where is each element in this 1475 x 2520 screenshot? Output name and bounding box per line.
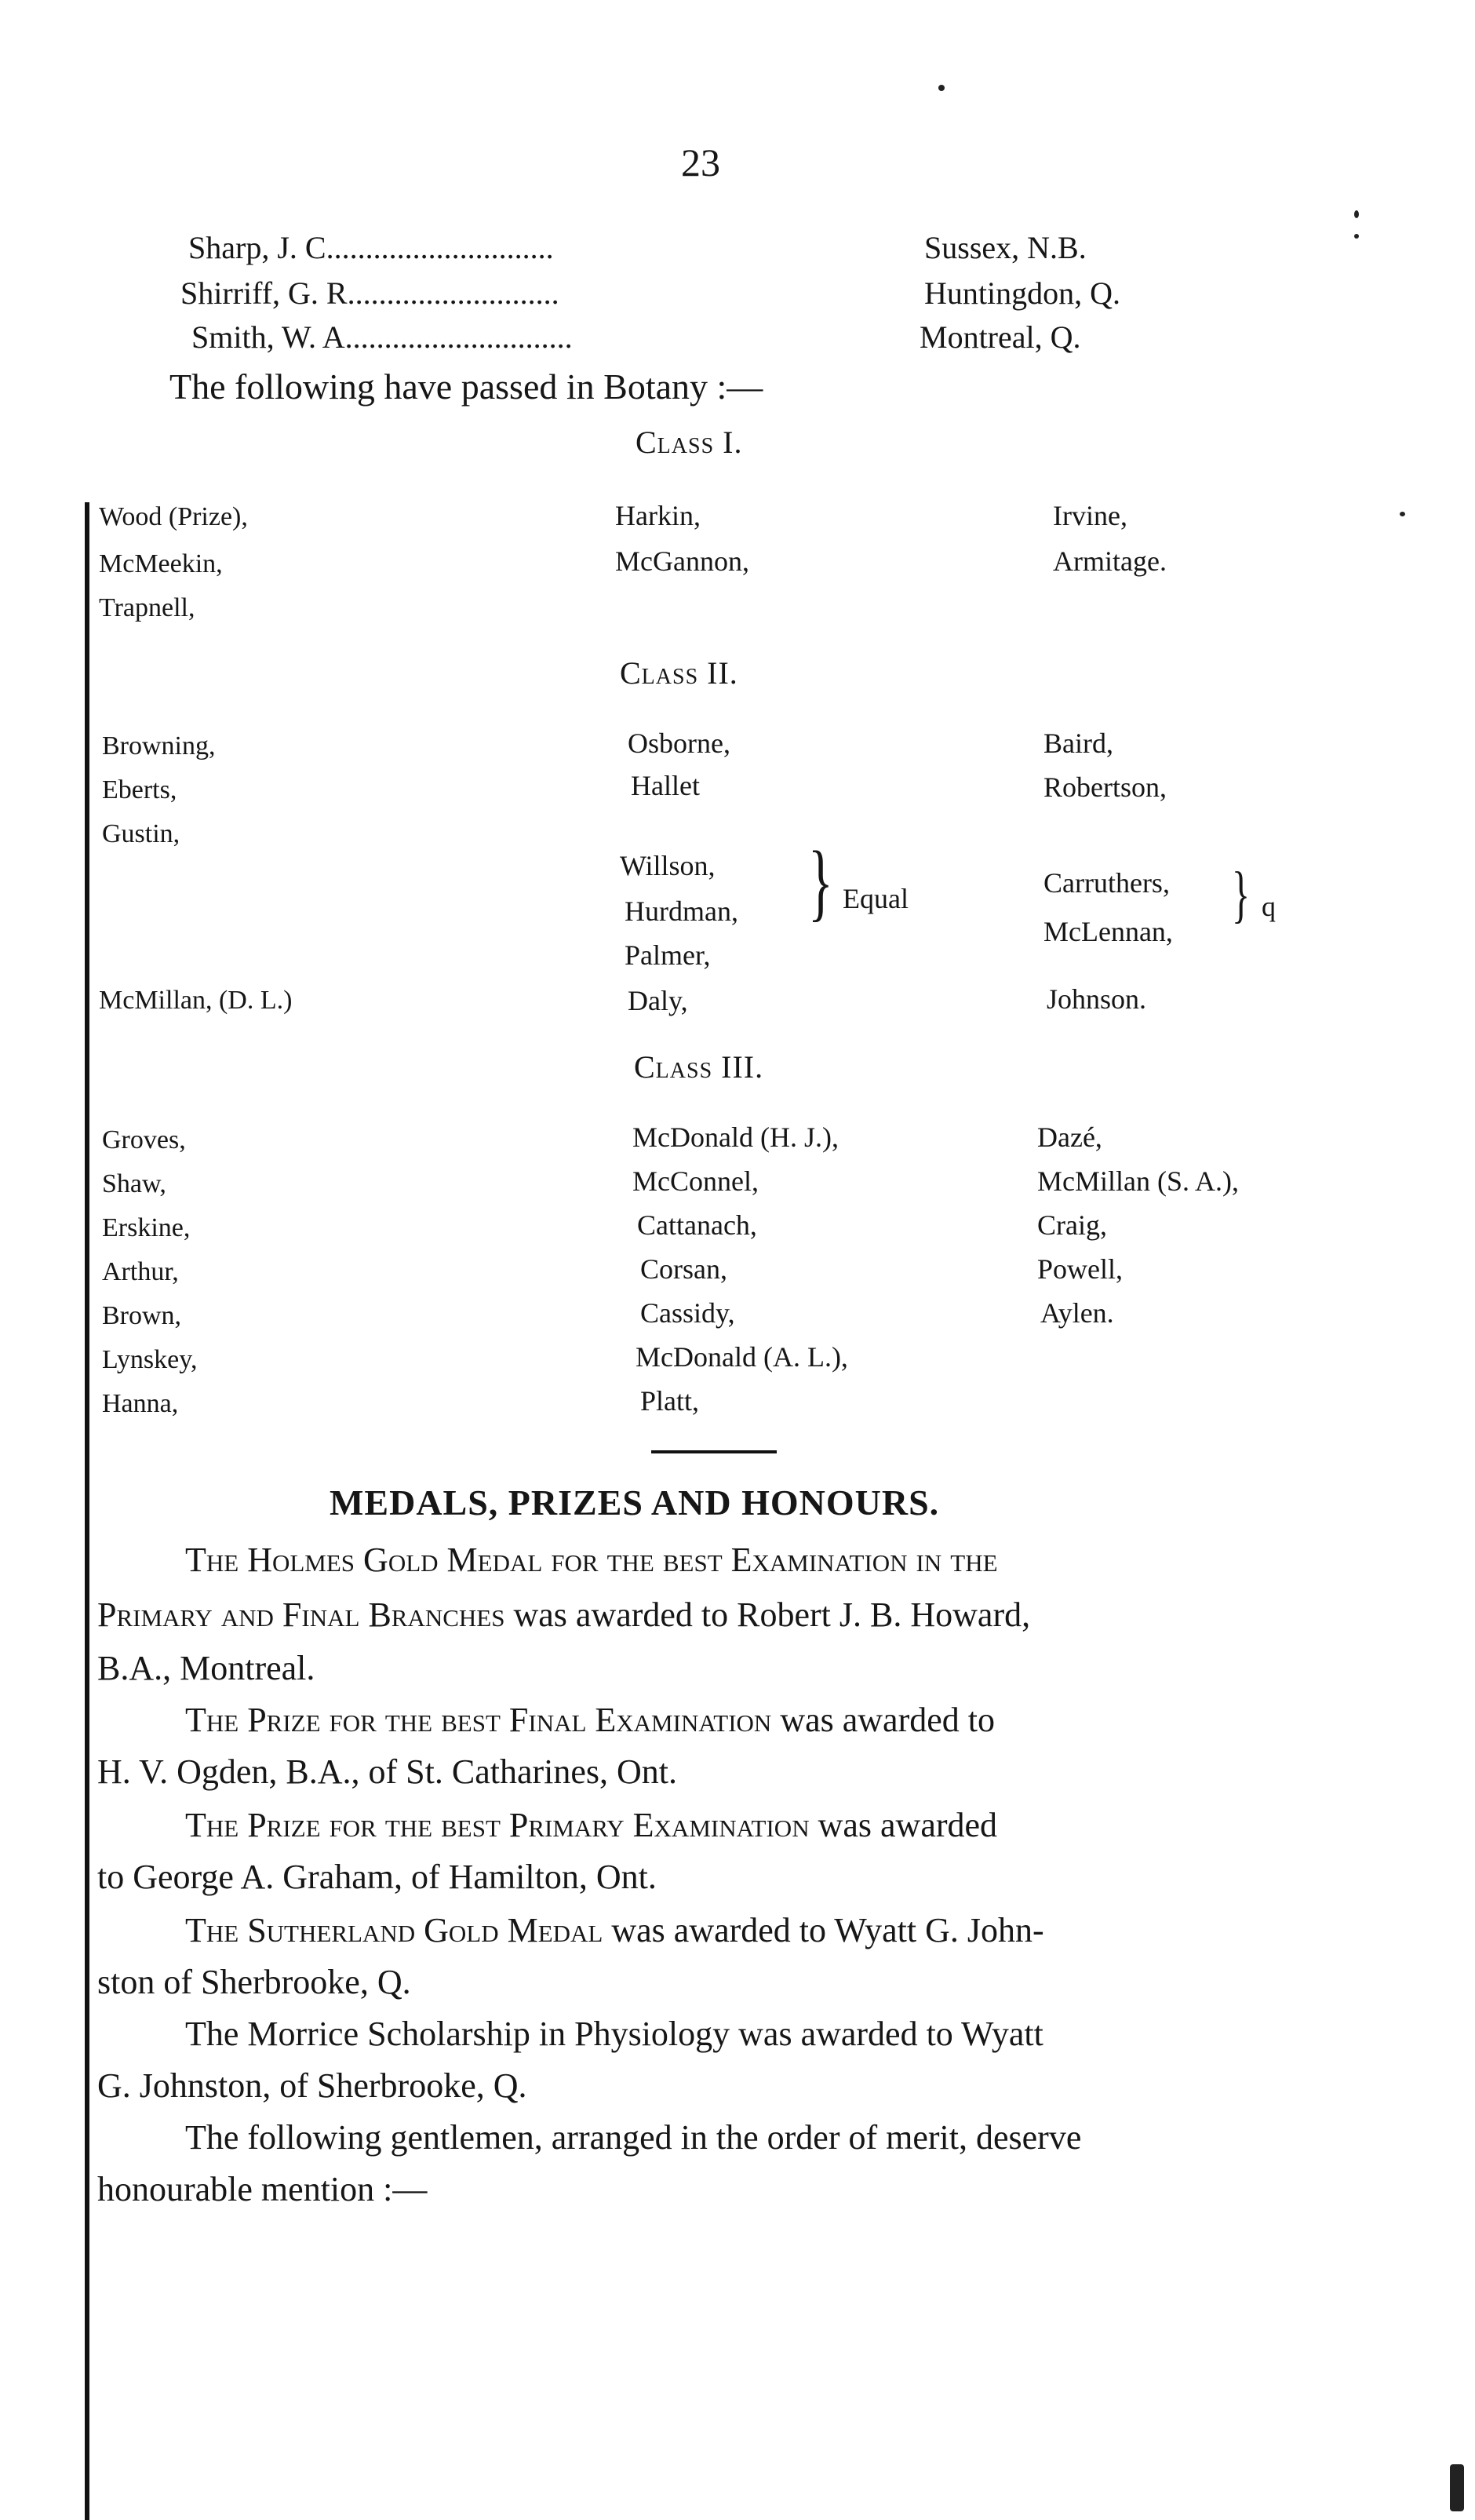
paragraph-text: was awarded to Robert J. B. Howard, xyxy=(504,1596,1031,1634)
list-item: Craig, xyxy=(1037,1209,1107,1241)
group-brace: } xyxy=(808,833,833,929)
paragraph-line: G. Johnston, of Sherbrooke, Q. xyxy=(97,2066,527,2105)
list-item: Robertson, xyxy=(1043,771,1167,803)
list-item: Palmer, xyxy=(625,939,711,971)
paragraph-line: ston of Sherbrooke, Q. xyxy=(97,1963,411,2001)
paragraph-caps: Primary and Final Branches xyxy=(97,1596,505,1634)
entry-name: Shirriff, G. R xyxy=(180,275,348,311)
class-heading: Class I. xyxy=(636,425,743,460)
list-item: McMillan, (D. L.) xyxy=(99,986,293,1015)
list-item: Osborne, xyxy=(628,728,730,759)
paragraph-line: B.A., Montreal. xyxy=(97,1649,315,1687)
print-speck xyxy=(1354,234,1359,239)
print-speck xyxy=(938,85,945,91)
list-item: Daly, xyxy=(628,985,688,1016)
list-item: Wood (Prize), xyxy=(99,502,248,531)
list-item: Platt, xyxy=(640,1385,700,1417)
list-item: Cassidy, xyxy=(640,1297,735,1329)
paragraph-line: The Holmes Gold Medal for the best Examination in the xyxy=(185,1541,998,1579)
list-item: Carruthers, xyxy=(1043,867,1170,899)
list-item: Trapnell, xyxy=(99,593,195,622)
paragraph-caps: The Prize for the best Final Examination xyxy=(185,1701,772,1739)
list-item xyxy=(180,275,559,312)
print-speck xyxy=(1354,210,1359,218)
list-item: McGannon, xyxy=(615,545,749,577)
list-item: Powell, xyxy=(1037,1253,1124,1285)
list-item: Arthur, xyxy=(102,1257,179,1286)
list-item: McConnel, xyxy=(632,1165,759,1197)
entry-place: Montreal, Q. xyxy=(920,319,1081,355)
list-item: Johnson. xyxy=(1047,983,1147,1015)
botany-intro: The following have passed in Botany :— xyxy=(169,367,763,407)
leader-dots: ............................. xyxy=(326,230,554,265)
list-item: Brown, xyxy=(102,1301,182,1330)
paragraph-line xyxy=(97,1595,1030,1635)
list-item: Groves, xyxy=(102,1125,186,1154)
paragraph-caps: The Prize for the best Primary Examination xyxy=(185,1806,810,1844)
list-item xyxy=(191,319,573,356)
list-item: McDonald (H. J.), xyxy=(632,1121,839,1153)
paragraph-text: was awarded xyxy=(809,1806,998,1844)
q-label: q xyxy=(1262,891,1276,922)
entry-name: Sharp, J. C xyxy=(188,230,326,265)
group-brace: } xyxy=(1232,860,1251,929)
class-heading: Class III. xyxy=(634,1049,764,1085)
list-item: Hanna, xyxy=(102,1389,179,1418)
paragraph-line: The following gentlemen, arranged in the order of merit, deserve xyxy=(185,2118,1082,2157)
list-item: Browning, xyxy=(102,731,216,760)
list-item: Armitage. xyxy=(1053,545,1167,577)
section-divider xyxy=(651,1450,777,1453)
list-item: Harkin, xyxy=(615,500,701,531)
list-item: McLennan, xyxy=(1043,916,1173,947)
list-item: Hurdman, xyxy=(625,895,738,927)
class-heading: Class II. xyxy=(620,655,738,691)
paragraph-line xyxy=(185,1910,1044,1950)
list-item xyxy=(188,229,554,266)
list-item: Willson, xyxy=(620,850,716,881)
list-item: Cattanach, xyxy=(637,1209,757,1241)
paragraph-text: was awarded to Wyatt G. John- xyxy=(603,1911,1044,1949)
leader-dots: ............................. xyxy=(344,319,573,355)
paragraph-line: The Morrice Scholarship in Physiology was awarded to Wyatt xyxy=(185,2015,1043,2053)
binding-edge xyxy=(85,502,89,2520)
page-number: 23 xyxy=(681,140,720,184)
entry-place: Sussex, N.B. xyxy=(924,230,1087,265)
list-item: Shaw, xyxy=(102,1169,166,1198)
section-title: MEDALS, PRIZES AND HONOURS. xyxy=(330,1482,940,1523)
print-speck xyxy=(1450,2464,1464,2511)
equal-label: Equal xyxy=(843,883,909,914)
list-item: Aylen. xyxy=(1040,1297,1114,1329)
paragraph-line: to George A. Graham, of Hamilton, Ont. xyxy=(97,1858,657,1896)
entry-name: Smith, W. A xyxy=(191,319,345,355)
print-speck xyxy=(1400,512,1405,516)
list-item: Gustin, xyxy=(102,819,180,848)
list-item: Hallet xyxy=(631,770,700,801)
list-item: Baird, xyxy=(1043,728,1113,759)
list-item: McMeekin, xyxy=(99,549,223,578)
paragraph-text: was awarded to xyxy=(771,1701,995,1739)
list-item: Corsan, xyxy=(640,1253,727,1285)
list-item: McDonald (A. L.), xyxy=(636,1341,848,1373)
list-item: McMillan (S. A.), xyxy=(1037,1165,1239,1197)
entry-place: Huntingdon, Q. xyxy=(924,275,1120,311)
list-item: Erskine, xyxy=(102,1213,191,1242)
list-item: Irvine, xyxy=(1053,500,1127,531)
list-item: Eberts, xyxy=(102,775,177,804)
paragraph-line xyxy=(185,1700,995,1740)
paragraph-line: honourable mention :— xyxy=(97,2170,428,2208)
list-item: Dazé, xyxy=(1037,1121,1102,1153)
list-item: Lynskey, xyxy=(102,1345,198,1374)
paragraph-line: H. V. Ogden, B.A., of St. Catharines, Ont. xyxy=(97,1752,678,1791)
leader-dots: ........................... xyxy=(347,275,559,311)
paragraph-caps: The Sutherland Gold Medal xyxy=(185,1911,603,1949)
paragraph-line xyxy=(185,1805,997,1845)
